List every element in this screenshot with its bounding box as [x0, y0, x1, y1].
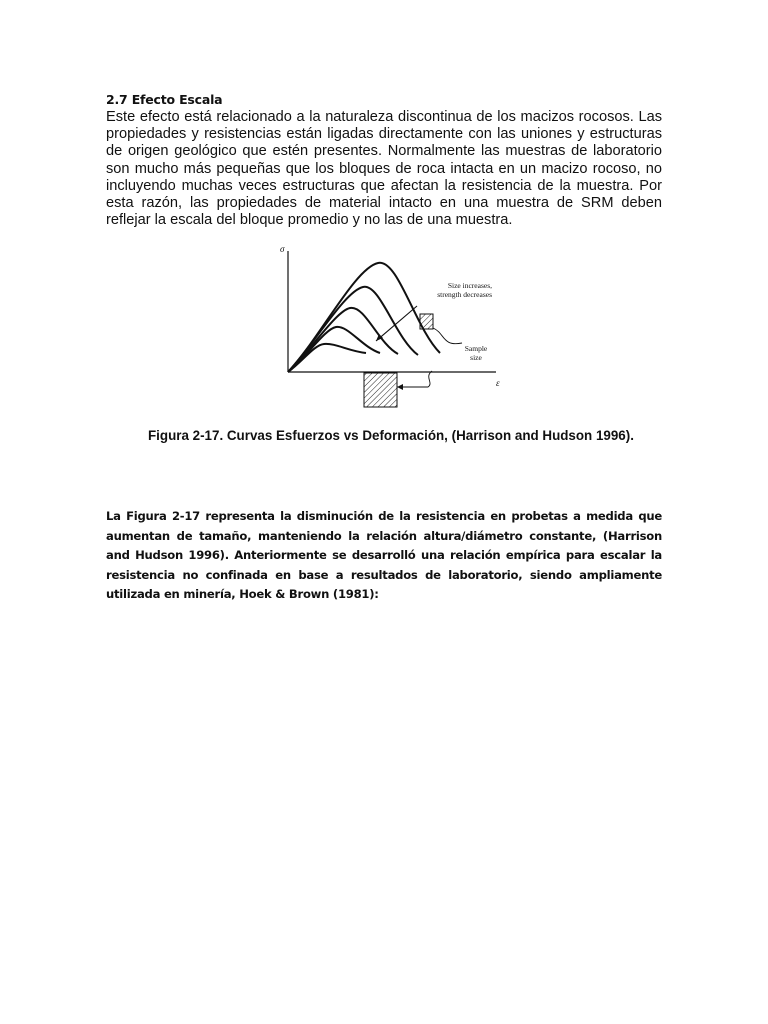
- sample-label-line-1: Sample: [464, 344, 488, 353]
- sample-label-line-2: size: [470, 353, 482, 362]
- curve-medium-sample: [288, 308, 398, 372]
- large-sample-arrow-head: [397, 384, 403, 390]
- annotation-line-2: strength decreases: [437, 290, 492, 299]
- intro-paragraph: Este efecto está relacionado a la naturaleza discontinua de los macizos rocosos. Las propiedades y resistencias están ligadas directamente con las uniones y estructuras de origen geológico que estén presentes. Normalmente las muestras de laboratorio son mucho más pequeñas que los bloques de roca intacta en un macizo rocoso, no incluyendo muchas veces estructuras que afectan la resistencia de la muestra. Por esta razón, las propiedades de material intacto en una muestra de SRM deben reflejar la escala del bloque promedio y no las de una muestra.: [106, 109, 662, 229]
- annotation-line-1: Size increases,: [447, 281, 492, 290]
- stress-strain-figure: [270, 243, 510, 413]
- figure-caption: Figura 2-17. Curvas Esfuerzos vs Deformación, (Harrison and Hudson 1996).: [148, 428, 634, 443]
- curve-large-sample: [288, 327, 380, 372]
- x-axis-symbol: ε: [496, 378, 500, 388]
- body-paragraph: La Figura 2-17 representa la disminución de la resistencia en probetas a medida que aumentan de tamaño, manteniendo la relación altura/diámetro constante, (Harrison and Hudson 1996). Anteriormente se desarrolló una relación empírica para escalar la resistencia no confinada en base a resultados de laboratorio, siendo ampliamente utilizada en minería, Hoek & Brown (1981):: [106, 509, 662, 602]
- curve-small-sample: [288, 287, 418, 372]
- y-axis-symbol: σ: [280, 244, 285, 254]
- section-title: 2.7 Efecto Escala: [106, 92, 223, 107]
- small-sample-box: [420, 314, 433, 329]
- stress-strain-diagram: [270, 243, 510, 413]
- small-sample-leader: [433, 328, 462, 344]
- large-sample-box: [364, 373, 397, 407]
- size-increase-arrow: [376, 306, 417, 341]
